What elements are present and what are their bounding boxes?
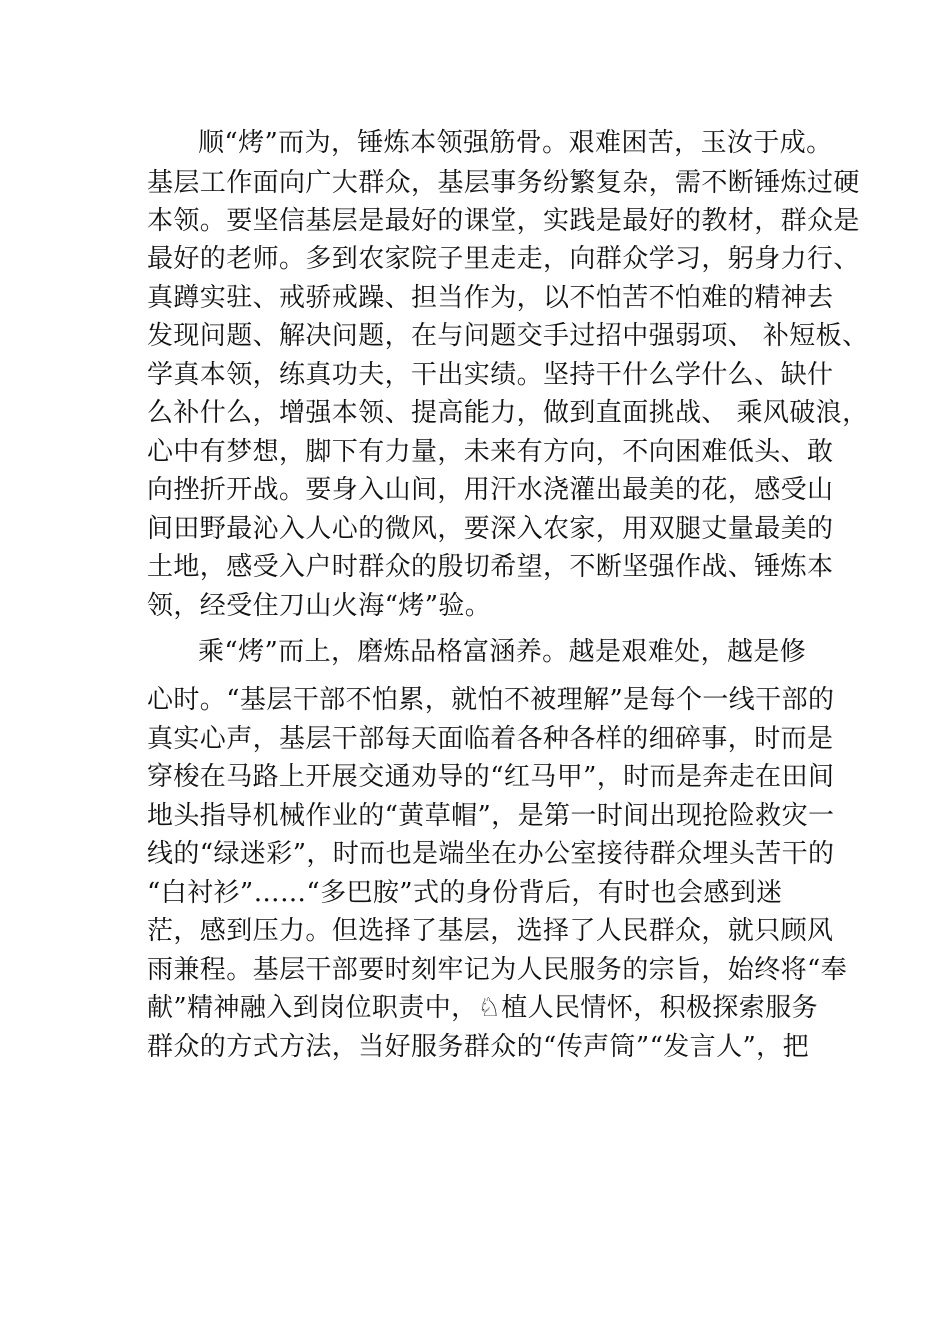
paragraph-2-line-3: 真实心声，基层干部每天面临着各种各样的细碎事，时而是 <box>147 724 834 754</box>
paragraph-1-line-9: 心中有梦想，脚下有力量，未来有方向，不向困难低头、敢 <box>147 437 834 467</box>
paragraph-1-line-3: 本领。要坚信基层是最好的课堂，实践是最好的教材，群众是 <box>147 206 860 236</box>
paragraph-2-line-5: 地头指导机械作业的“黄草帽”，是第一时间出现抢险救灾一 <box>147 801 835 831</box>
paragraph-1-line-5: 真蹲实驻、戒骄戒躁、担当作为，以不怕苦不怕难的精神去 <box>147 283 834 313</box>
paragraph-2-line-2: 心时。“基层干部不怕累，就怕不被理解”是每个一线干部的 <box>147 685 835 715</box>
paragraph-1-line-10: 向挫折开战。要身入山间，用汗水浇灌出最美的花，感受山 <box>147 475 834 505</box>
paragraph-2-line-9: 雨兼程。基层干部要时刻牢记为人民服务的宗旨，始终将“奉 <box>147 955 848 985</box>
paragraph-2-line-11: 群众的方式方法，当好服务群众的“传声筒”“发言人”，把 <box>147 1032 809 1062</box>
paragraph-1-line-4: 最好的老师。多到农家院子里走走，向群众学习，躬身力行、 <box>147 244 860 274</box>
paragraph-1-line-7: 学真本领，练真功夫，干出实绩。坚持干什么学什么、缺什 <box>147 360 834 390</box>
paragraph-1-line-2: 基层工作面向广大群众，基层事务纷繁复杂，需不断锤炼过硬 <box>147 168 860 198</box>
paragraph-2-line-8: 茫，感到压力。但选择了基层，选择了人民群众，就只顾风 <box>147 916 834 946</box>
paragraph-1-line-12: 土地，感受入户时群众的殷切希望，不断坚强作战、锤炼本 <box>147 552 834 582</box>
paragraph-1-line-13: 领，经受住刀山火海“烤”验。 <box>147 591 492 621</box>
paragraph-1-line-8: 么补什么，增强本领、提高能力，做到直面挑战、 乘风破浪， <box>147 398 869 428</box>
paragraph-2-line-6: 线的“绿迷彩”，时而也是端坐在办公室接待群众埋头苦干的 <box>147 839 835 869</box>
paragraph-2-line-7: “白衬衫”……“多巴胺”式的身份背后，有时也会感到迷 <box>147 878 783 908</box>
paragraph-2-line-10: 献”精神融入到岗位职责中，♘植人民情怀，积极探索服务 <box>147 993 819 1023</box>
paragraph-1-line-6: 发现问题、解决问题，在与问题交手过招中强弱项、 补短板、 <box>147 321 869 351</box>
paragraph-1-line-11: 间田野最沁入人心的微风，要深入农家，用双腿丈量最美的 <box>147 514 834 544</box>
paragraph-1-line-1: 顺“烤”而为，锤炼本领强筋骨。艰难困苦，玉汝于成。 <box>198 128 833 158</box>
paragraph-2-line-4: 穿梭在马路上开展交通劝导的“红马甲”，时而是奔走在田间 <box>147 762 835 792</box>
paragraph-2-line-1: 乘“烤”而上，磨炼品格富涵养。越是艰难处，越是修 <box>198 637 807 667</box>
